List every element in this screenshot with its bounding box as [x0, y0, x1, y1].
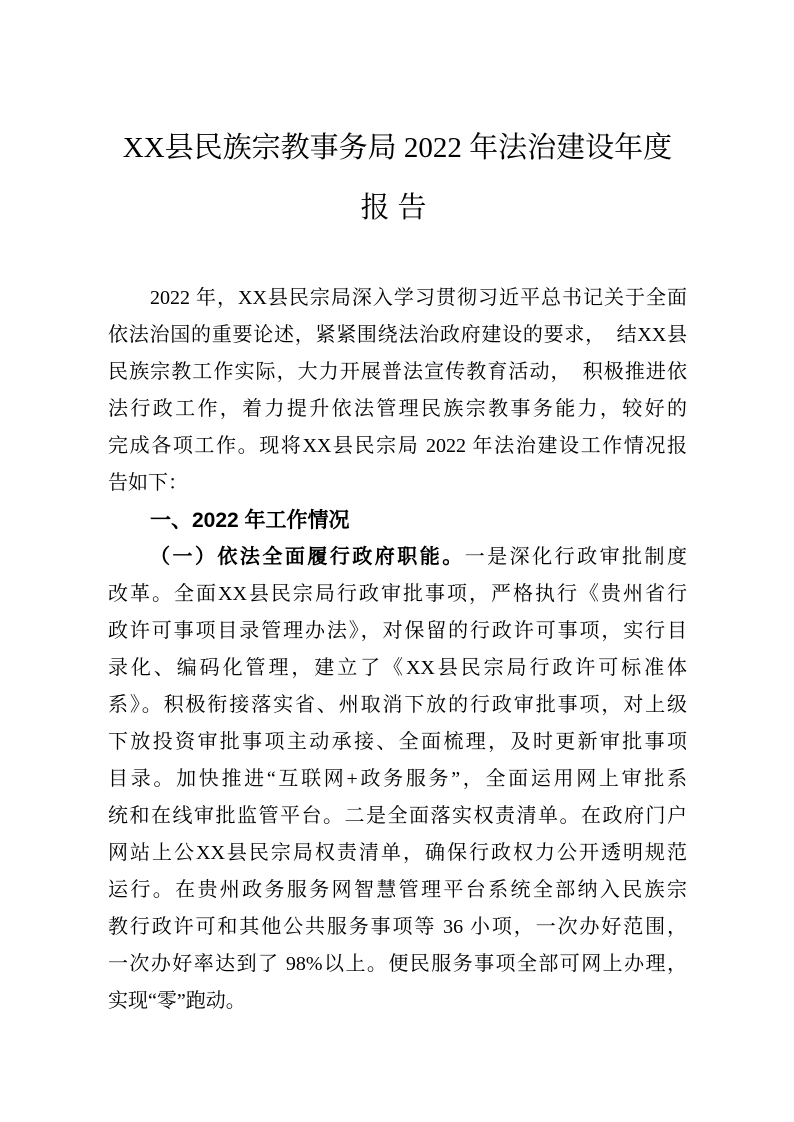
intro-line: 依法治国的重要论述，紧紧围绕法治政府建设的要求， 结XX县 [108, 324, 687, 346]
document-title [108, 118, 687, 238]
title-line-1: XX县民族宗教事务局 2022 年法治建设年度 [122, 132, 673, 164]
body-line: 目录。加快推进“互联网+政务服务”，全面运用网上审批系 [108, 768, 687, 790]
body-line: 改革。全面XX县民宗局行政审批事项，严格执行《贵州省行 [108, 583, 687, 605]
intro-line: 2022 年，XX县民宗局深入学习贯彻习近平总书记关于全面 [150, 287, 687, 309]
body-line: 政许可事项目录管理办法》，对保留的行政许可事项，实行目 [108, 620, 687, 642]
body-line: 网站上公XX县民宗局权责清单，确保行政权力公开透明规范 [108, 842, 687, 864]
body-line: 教行政许可和其他公共服务事项等 36 小项，一次办好范围， [108, 916, 687, 938]
body-line [108, 539, 687, 576]
item-lead-rest: 一是深化行政审批制度 [464, 546, 687, 568]
body-line: 录化、编码化管理，建立了《XX县民宗局行政许可标准体 [108, 657, 687, 679]
item-lead-bold: （一）依法全面履行政府职能。 [150, 546, 465, 568]
body-line: 下放投资审批事项主动承接、全面梳理，及时更新审批事项 [108, 731, 687, 753]
body-line: 系》。积极衔接落实省、州取消下放的行政审批事项，对上级 [108, 694, 687, 716]
title-line-2: 报告 [360, 192, 435, 224]
intro-line: 完成各项工作。现将XX县民宗局 2022 年法治建设工作情况报 [108, 435, 687, 457]
section-heading: 一、2022 年工作情况 [150, 509, 350, 532]
intro-line: 民族宗教工作实际，大力开展普法宣传教育活动， 积极推进依 [108, 361, 687, 383]
body-line: 实现“零”跑动。 [108, 990, 246, 1012]
body-line: 统和在线审批监管平台。二是全面落实权责清单。在政府门户 [108, 805, 687, 827]
intro-line: 告如下： [108, 472, 188, 494]
intro-line: 法行政工作，着力提升依法管理民族宗教事务能力，较好的 [108, 398, 687, 420]
document-body [108, 280, 687, 1020]
body-line: 运行。在贵州政务服务网智慧管理平台系统全部纳入民族宗 [108, 879, 687, 901]
body-line: 一次办好率达到了 98%以上。便民服务事项全部可网上办理， [108, 953, 687, 975]
